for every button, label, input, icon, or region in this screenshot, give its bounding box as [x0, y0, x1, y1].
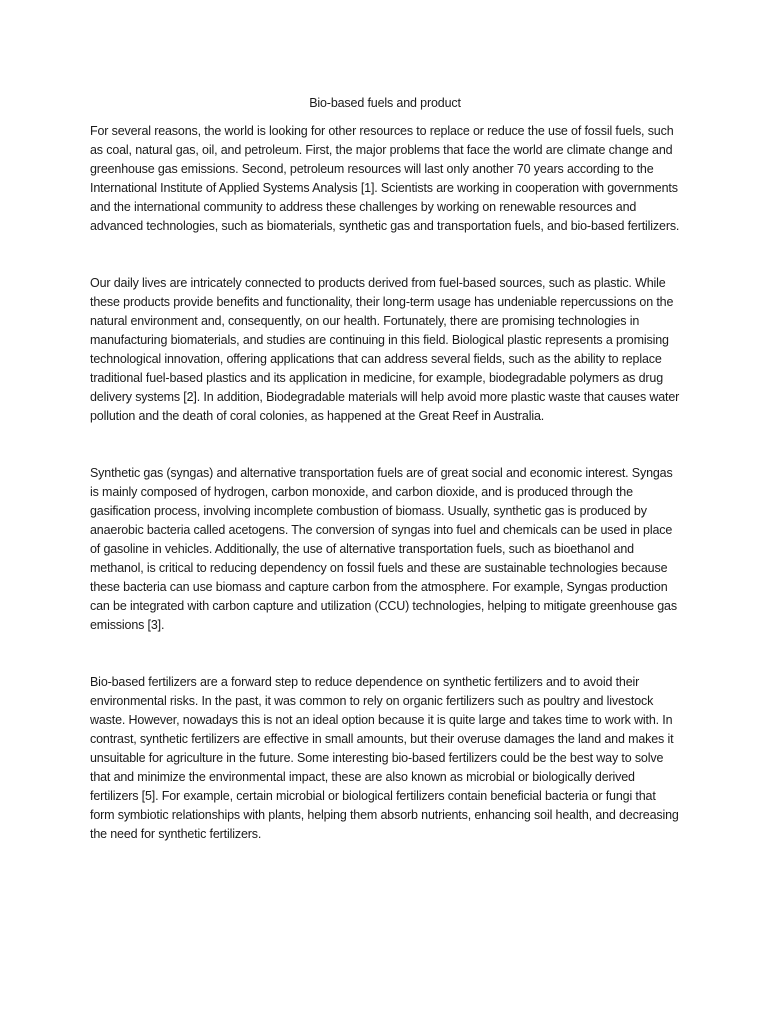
paragraph-intro: For several reasons, the world is looking for other resources to replace or reduce the use of fossil fuels, such as coal, natural gas, oil, and petroleum. First, the major problems that face the world are climate change and greenhouse gas emissions. Second, petroleum resources will last only another 70 years according to the International Institute of Applied Systems Analysis [1]. Scientists are working in cooperation with governments and the international community to address these challenges by working on renewable resources and advanced technologies, such as biomaterials, synthetic gas and transportation fuels, and bio-based fertilizers.	[90, 124, 680, 233]
document-page	[90, 94, 680, 844]
paragraph-syngas: Synthetic gas (syngas) and alternative transportation fuels are of great social and economic interest. Syngas is mainly composed of hydrogen, carbon monoxide, and carbon dioxide, and is produced through the gasification process, involving incomplete combustion of biomass. Usually, synthetic gas is produced by anaerobic bacteria called acetogens. The conversion of syngas into fuel and chemicals can be used in place of gasoline in vehicles. Additionally, the use of alternative transportation fuels, such as bioethanol and methanol, is critical to reducing dependency on fossil fuels and these are sustainable technologies because these bacteria can use biomass and capture carbon from the atmosphere. For example, Syngas production can be integrated with carbon capture and utilization (CCU) technologies, helping to mitigate greenhouse gas emissions [3].	[90, 466, 677, 632]
paragraph-biomaterials: Our daily lives are intricately connected to products derived from fuel-based sources, such as plastic. While these products provide benefits and functionality, their long-term usage has undeniable repercussions on the natural environment and, consequently, on our health. Fortunately, there are promising technologies in manufacturing biomaterials, and studies are continuing in this field. Biological plastic represents a promising technological innovation, offering applications that can address several fields, such as the ability to replace traditional fuel-based plastics and its application in medicine, for example, biodegradable polymers as drug delivery systems [2]. In addition, Biodegradable materials will help avoid more plastic waste that causes water pollution and the death of coral colonies, as happened at the Great Reef in Australia.	[90, 276, 680, 423]
document-title: Bio-based fuels and product	[309, 96, 461, 110]
paragraph-fertilizers: Bio-based fertilizers are a forward step to reduce dependence on synthetic fertilizers and to avoid their environmental risks. In the past, it was common to rely on organic fertilizers such as poultry and livestock waste. However, nowadays this is not an ideal option because it is quite large and takes time to work with. In contrast, synthetic fertilizers are effective in small amounts, but their overuse damages the land and makes it unsuitable for agriculture in the future. Some interesting bio-based fertilizers could be the best way to solve that and minimize the environmental impact, these are also known as microbial or biologically derived fertilizers [5]. For example, certain microbial or biological fertilizers contain beneficial bacteria or fungi that form symbiotic relationships with plants, helping them absorb nutrients, enhancing soil health, and decreasing the need for synthetic fertilizers.	[90, 675, 679, 841]
